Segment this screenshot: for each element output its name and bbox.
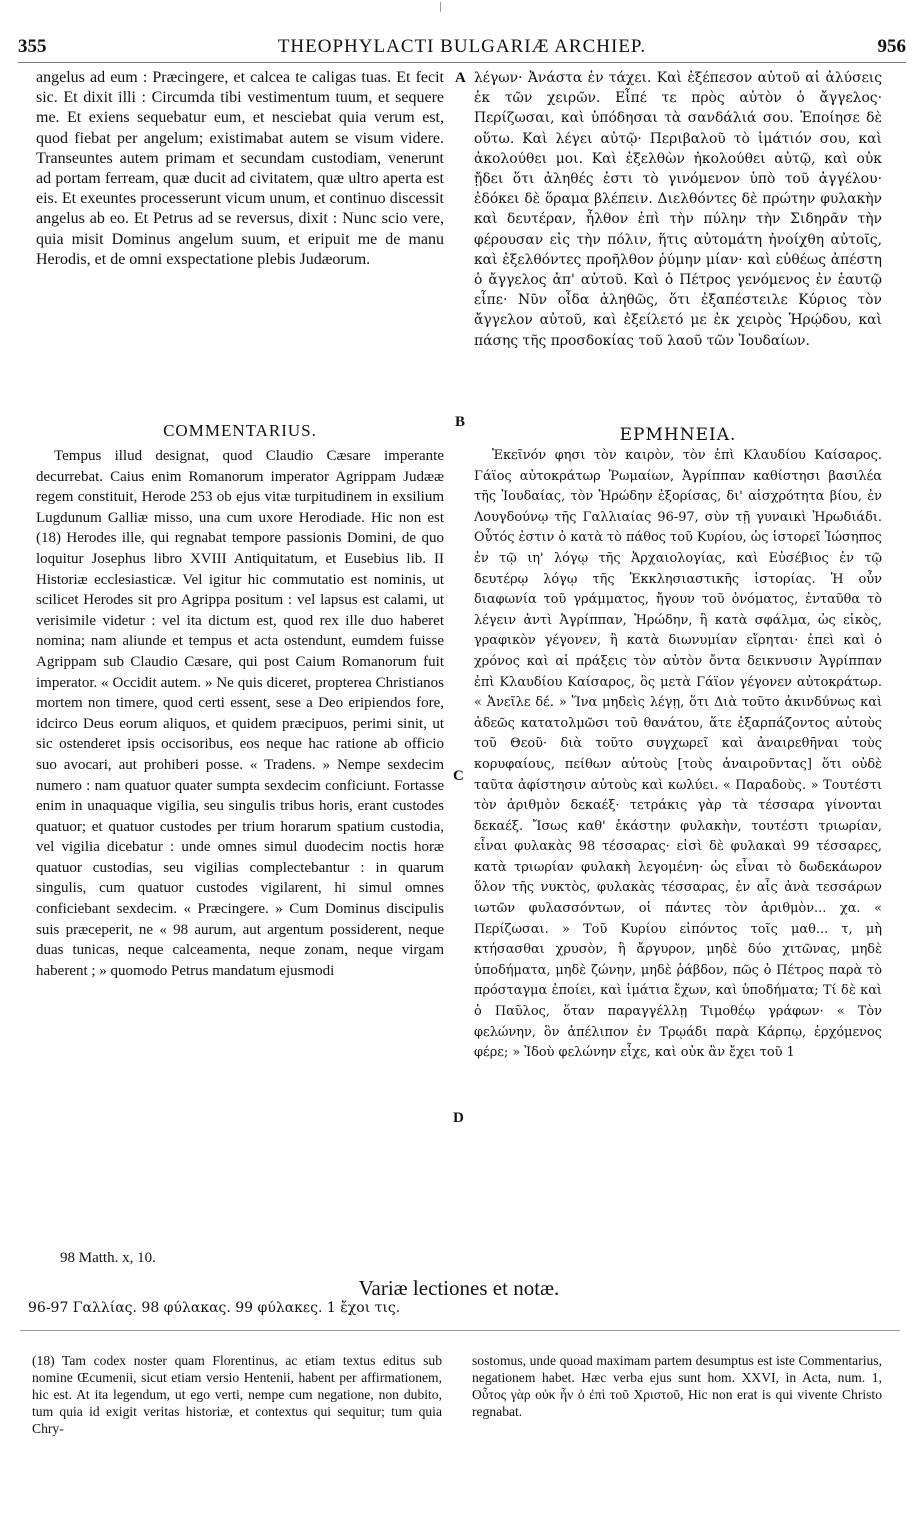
page-number-right: 956 (877, 36, 906, 57)
running-title: THEOPHYLACTI BULGARIÆ ARCHIEP. (277, 36, 647, 57)
commentary-heading-greek: ΕΡΜΗΝΕΙΑ. (619, 425, 737, 445)
note-left-column (32, 1352, 442, 1437)
latin-commentary-column (36, 446, 444, 981)
note-18-continuation: sostomus, unde quoad maximam partem desumptus est iste Commentarius, negationem habet. Hæc verba ejus sunt hom. XXVI, in Acta, num. 1, Οὗτος γὰρ οὐκ ἦν ὁ ἐπὶ τοῦ Χριστοῦ, Hic non erat is qui vivente Christo regnabat. (472, 1353, 882, 1419)
top-tick (440, 2, 441, 12)
greek-scripture-column (474, 68, 882, 351)
note-right-column (472, 1352, 882, 1420)
greek-commentary-text: Ἐκεῖνόν φησι τὸν καιρὸν, τὸν ἐπὶ Κλαυδίου Καίσαρος. Γάϊος αὐτοκράτωρ Ῥωμαίων, Ἀγρίππαν καθίστησι βασιλέα τῆς Ἰουδαίας, τὸν Ἡρώδην ἐξορίσας, δι' αἰσχρότητα βίου, ἐν Λουγδούνῳ τῆς Γαλλιαίας 96-97, σὺν τῇ γυναικὶ Ἡρωδιάδι. Οὗτός ἐστιν ὁ κατὰ τὸ πάθος τοῦ Κυρίου, ὡς ἱστορεῖ Ἰώσηπος ἐν τῷ ιη' λόγῳ τῆς Ἀρχαιολογίας, καὶ Εὐσέβιος ἐν τῷ δευτέρῳ λόγῳ τῆς Ἐκκλησιαστικῆς ἱστορίας. Ἡ οὖν διαφωνία τοῦ γράμματος, ἤγουν τοῦ ὀνόματος, ἐνταῦθα τὸ λέγειν ἀντὶ Ἀγρίππαν, Ἡρώδην, ἢ κατὰ σφάλμα, ὡς εἰκὸς, γραφικὸν γέγονεν, ἢ κατὰ διωνυμίαν εἴρηται· ἐπεὶ καὶ ὁ χρόνος καὶ αἱ πράξεις τὸν αὐτὸν ὄντα δεικνυσιν Ἀγρίππαν ἐπὶ Κλαυδίου Καίσαρος, ὃς μετὰ Γάϊον γέγονεν αὐτοκράτωρ. « Ἀνεῖλε δέ. » Ἵνα μηδεὶς λέγῃ, ὅτι Διὰ τοῦτο ἀκινδύνως καὶ ἀδεῶς κατατολμῶσι τοῦ θανάτου, ἅτε ἐξαρπάζοντος αὐτοὺς τοῦ Θεοῦ· διὰ τοῦτο συγχωρεῖ καὶ ἀναιρεθῆναι τοὺς κορυφαίους, πείθων αὐτοὺς [τοὺς ἀναιροῦντας] ὅτι οὐδὲ ταῦτα ἀφίστησιν αὐτοὺς καὶ κωλύει. « Παραδοὺς. » Τουτέστι τὸν ἀριθμὸν δεκαέξ· τετράκις γὰρ τὰ τέσσαρα γίνονται δεκαέξ. Ἴσως καθ' ἑκάστην φυλακὴν, τουτέστι τριωρίαν, εἶναι φυλακὰς 98 τέσσαρας· εἰσὶ δὲ φυλακαὶ 99 τέσσαρες, κατὰ τριωρίαν φυλακὴ λεγομένη· ὡς εἶναι τὸ δωδεκάωρον ὅλον τῆς νυκτὸς, φυλακὰς τέσσαρας, ἐν αἷς ἀνὰ τεσσάρων ιωτῶν φυλασσόντων, οἱ πάντες τὸν ἀριθμὸν... χα. « Περίζωσαι. » Τοῦ Κυρίου εἰπόντος τοῖς μαθ... τ, μὴ κτήσασθαι χρυσὸν, ἢ ἄργυρον, μηδὲ δύο χιτῶνας, μηδὲ ὑποδήματα, μηδὲ ζώνην, μηδὲ ῥάβδον, πῶς ὁ Πέτρος παρὰ τὸ πρόσταγμα ἐποίει, καὶ ἱμάτια ἔχων, καὶ ὑποδήματα; Τί δὲ καὶ ὁ Παῦλος, ὅταν παραγγέλλῃ Τιμοθέῳ γράφων· « Τὸν φελώνην, ὃν ἀπέλιπον ἐν Τρῳάδι παρὰ Κάρπῳ, ἐρχόμενος φέρε; » Ἰδοὺ φελώνην εἶχε, καὶ οὐκ ἂν ἔχει τοῦ 1 (474, 448, 882, 1061)
latin-commentary-text: Tempus illud designat, quod Claudio Cæsare imperante decurrebat. Caius enim Romanorum imperator Agrippam Judææ regem constituit, Herode 253 ob ejus vitæ turpitudinem in exsilium Lugdunum Galliæ misso, una cum uxore Herodiade. Hic non est (18) Herodes ille, qui regnabat tempore passionis Domini, de quo loquitur Josephus libro XVIII Antiquitatum, et Eusebius lib. II Historiæ ecclesiasticæ. Vel igitur hic commutatio est nominis, ut scilicet Herodes sit pro Agrippa positum : vel lapsus est calami, ut verisimile videtur : vel ita dictum est, quod rex ille duo haberet nomina; nam aliunde et tempus et acta ostendunt, eumdem fuisse Agrippam sub Claudio Cæsare, qui post Caium Romanorum fuit imperator. « Occidit autem. » Ne quis diceret, propterea Christianos mortem non timere, quod certi essent, sese a Deo eripiendos fore, idcirco Deus eorum aliquos, et quidem præcipuos, perimi sinit, ut sic ostenderet ipsis occisoribus, eos neque hac ratione ab officio suo avocari, aut prohiberi posse. « Tradens. » Nempe sexdecim numero : nam quatuor quater sumpta sexdecim conficiunt. Fortasse enim in unaquaque vigilia, seu singulis tribus horis, erant custodes quatuor; et quatuor custodes per trium horarum spatium custodia, vel vigilia dicebatur : unde omnes simul duodecim noctis horæ quatuor custodias, seu vigilias complectebantur : in quarum singulis, cum quatuor custodes vigilarent, hi simul omnes conficiebant sexdecim. « Præcingere. » Cum Dominus discipulis suis præceperit, ne « 98 aurum, aut argentum possiderent, neque duas tunicas, neque calceamenta, neque zonam, neque virgam haberent ; » quomodo Petrus mandatum ejusmodi (36, 448, 444, 979)
note-18-text: (18) Tam codex noster quam Florentinus, ac etiam textus editus sub nomine Œcumenii, sicut etiam versio Hentenii, habent per affirmationem, hic est. At ita legendum, ut ego verti, nempe cum negatione, non dubito, tum quia id exigit veritas historiæ, et contextus qui sequitur; tum quia Chry- (32, 1353, 442, 1436)
page-number-left: 355 (18, 36, 47, 57)
variae-readings: 96-97 Γαλλίας. 98 φύλακας. 99 φύλακες. 1 ἔχοι τις. (28, 1300, 401, 1316)
greek-scripture-text: λέγων· Ἀνάστα ἐν τάχει. Καὶ ἐξέπεσον αὐτοῦ αἱ ἀλύσεις ἐκ τῶν χειρῶν. Εἶπέ τε πρὸς αὐτὸν ὁ ἄγγελος· Περίζωσαι, καὶ ὑπόδησαι τὰ σανδάλιά σου. Ἐποίησε δὲ οὕτω. Καὶ λέγει αὐτῷ· Περιβαλοῦ τὸ ἱμάτιόν σου, καὶ ἀκολούθει μοι. Καὶ ἐξελθὼν ἠκολούθει αὐτῷ, καὶ οὐκ ᾔδει ὅτι ἀληθές ἐστι τὸ γινόμενον ὑπὸ τοῦ ἀγγέλου· ἐδόκει δὲ ὅραμα βλέπειν. Διελθόντες δὲ πρώτην φυλακὴν καὶ δευτέραν, ἦλθον ἐπὶ τὴν πύλην τὴν Σιδηρᾶν τὴν φέρουσαν εἰς τὴν πόλιν, ἥτις αὐτομάτη ἠνοίχθη αὐτοῖς, καὶ ἐξελθόντες προῆλθον ῥύμην μίαν· καὶ εὐθέως ἀπέστη ὁ ἄγγελος ἀπ' αὐτοῦ. Καὶ ὁ Πέτρος γενόμενος ἐν ἑαυτῷ εἶπε· Νῦν οἶδα ἀληθῶς, ὅτι ἐξαπέστειλε Κύριος τὸν ἄγγελον αὐτοῦ, καὶ ἐξείλετό με ἐκ χειρὸς Ἡρῴδου, καὶ πάσης τῆς προσδοκίας τοῦ λαοῦ τῶν Ἰουδαίων. (474, 70, 882, 349)
margin-letter-a: A (455, 70, 466, 86)
margin-letter-d: D (453, 1110, 464, 1126)
variae-heading: Variæ lectiones et notæ. (358, 1276, 560, 1300)
latin-scripture-text: angelus ad eum : Præcingere, et calcea te caligas tuas. Et fecit sic. Et dixit illi : Circumda tibi vestimentum tuum, et sequere me. Et exiens sequebatur eum, et nesciebat quia verum est, quod fiebat per angelum; existimabat autem se visum videre. Transeuntes autem primam et secundam custodiam, venerunt ad portam ferream, quæ ducit ad civitatem, quæ ultro aperta est eis. Et exeuntes processerunt vicum unum, et continuo discessit angelus ab eo. Et Petrus ad se reversus, dixit : Nunc scio vere, quia misit Dominus angelum suum, et eripuit me de manu Herodis, et de omni exspectatione plebis Judæorum. (36, 69, 444, 268)
notes-divider (20, 1330, 900, 1331)
commentary-heading-latin: COMMENTARIUS. (163, 421, 317, 440)
bible-footnote: 98 Matth. x, 10. (60, 1250, 156, 1266)
greek-commentary-column (474, 446, 882, 1064)
margin-letter-b: B (455, 414, 466, 430)
latin-scripture-column (36, 68, 444, 270)
running-header (18, 36, 906, 63)
margin-letter-c: C (453, 768, 464, 784)
